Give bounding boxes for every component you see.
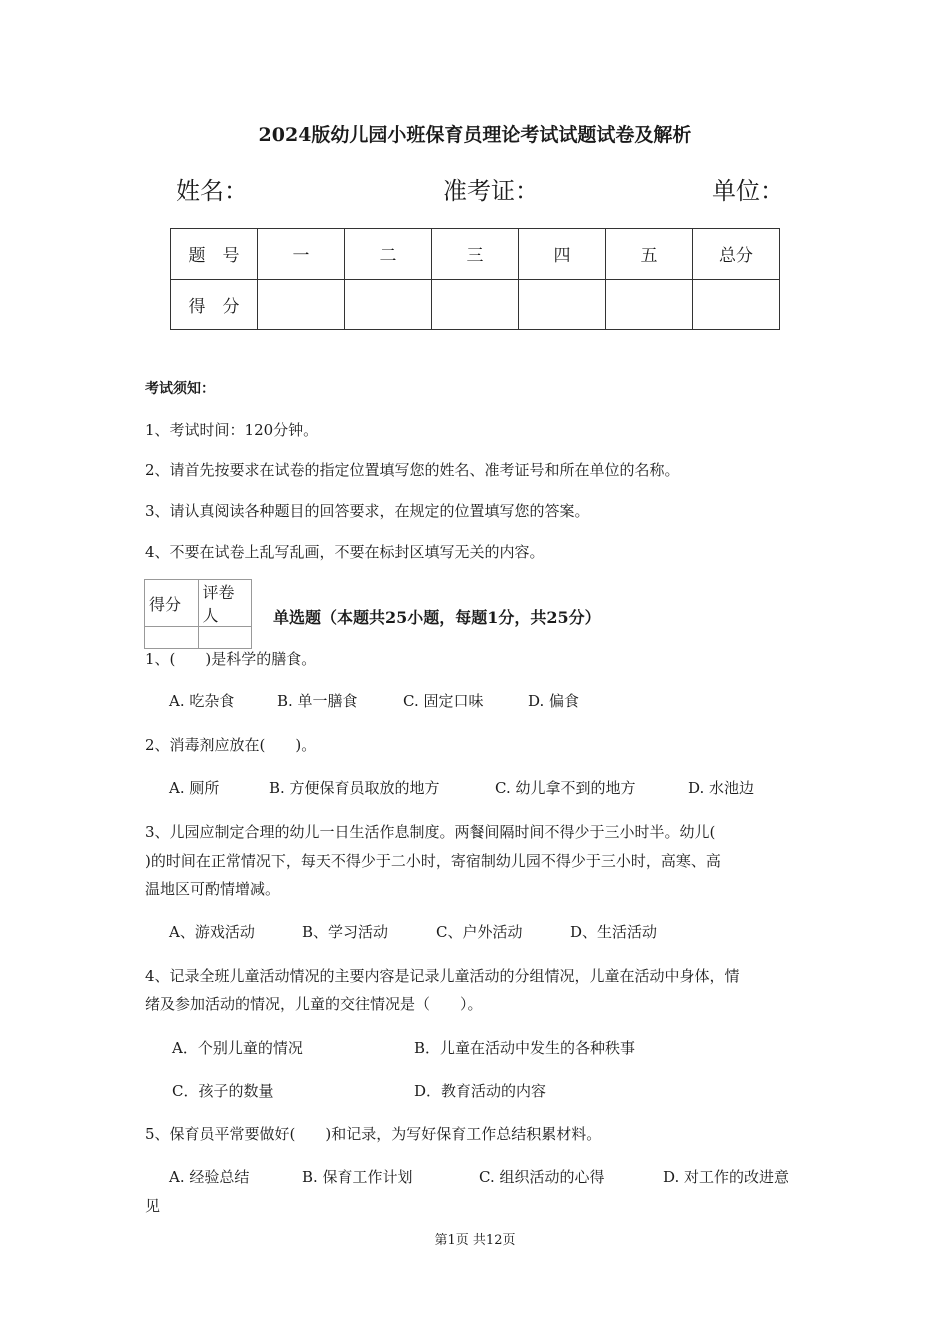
question-option: A. 吃杂食 [169, 692, 235, 710]
question-option: D. 对工作的改进意 [663, 1168, 790, 1186]
question-option: C. 固定口味 [403, 692, 484, 710]
header-cell: 总分 [693, 229, 780, 280]
score-table-score-row [171, 279, 780, 330]
notice-item: 2、请首先按要求在试卷的指定位置填写您的姓名、准考证号和所在单位的名称。 [145, 461, 680, 479]
question-stem: )的时间在正常情况下，每天不得少于二小时，寄宿制幼儿园不得少于三小时，高寒、高 [145, 852, 721, 870]
question-option: C. 幼儿拿不到的地方 [495, 779, 636, 797]
score-table-header-row [171, 229, 780, 280]
question-stem: 2、消毒剂应放在( )。 [145, 736, 317, 754]
score-cell [606, 279, 693, 330]
header-cell: 四 [519, 229, 606, 280]
question-stem: 温地区可酌情增减。 [145, 880, 281, 898]
header-cell: 题 号 [171, 229, 258, 280]
score-row-label: 得 分 [171, 279, 258, 330]
question-option: B、学习活动 [302, 923, 389, 941]
score-cell [519, 279, 606, 330]
header-cell: 三 [432, 229, 519, 280]
document-title: 2024版幼儿园小班保育员理论考试试题试卷及解析 [258, 124, 692, 146]
grader-box-grader-cell [198, 627, 252, 649]
question-option: D．教育活动的内容 [414, 1082, 547, 1100]
question-option: A. 厕所 [169, 779, 220, 797]
question-stem: 绪及参加活动的情况，儿童的交往情况是（ ）。 [145, 995, 483, 1013]
grader-box-score-cell [145, 627, 199, 649]
notice-item: 1、考试时间：120分钟。 [145, 421, 319, 439]
question-option: C．孩子的数量 [172, 1082, 274, 1100]
question-option: A、游戏活动 [169, 923, 255, 941]
question-option: C. 组织活动的心得 [479, 1168, 605, 1186]
question-option: D、生活活动 [570, 923, 658, 941]
score-cell [693, 279, 780, 330]
section-title: 单选题（本题共25小题，每题1分，共25分） [273, 608, 601, 627]
notice-item: 4、不要在试卷上乱写乱画，不要在标封区填写无关的内容。 [145, 543, 545, 561]
question-option: B. 方便保育员取放的地方 [269, 779, 440, 797]
question-option-wrap: 见 [145, 1197, 161, 1215]
score-cell [345, 279, 432, 330]
question-option: D. 偏食 [528, 692, 580, 710]
score-table [170, 228, 780, 330]
question-option: B. 单一膳食 [277, 692, 358, 710]
exam-id-field-label: 准考证： [443, 177, 539, 205]
grader-box [144, 579, 252, 649]
header-cell: 二 [345, 229, 432, 280]
question-option: D. 水池边 [688, 779, 755, 797]
notice-heading: 考试须知： [145, 381, 215, 397]
score-cell [432, 279, 519, 330]
notice-item: 3、请认真阅读各种题目的回答要求，在规定的位置填写您的答案。 [145, 502, 590, 520]
name-field-label: 姓名： [176, 177, 248, 205]
question-option: A. 经验总结 [169, 1168, 250, 1186]
question-option: B. 保育工作计划 [302, 1168, 413, 1186]
question-option: C、户外活动 [436, 923, 523, 941]
unit-field-label: 单位： [712, 177, 784, 205]
question-option: B．儿童在活动中发生的各种秩事 [414, 1039, 636, 1057]
grader-box-grader-label: 评卷人 [198, 580, 252, 627]
question-stem: 4、记录全班儿童活动情况的主要内容是记录儿童活动的分组情况，儿童在活动中身体，情 [145, 967, 740, 985]
question-stem: 1、( )是科学的膳食。 [145, 650, 317, 668]
question-option: A．个别儿童的情况 [172, 1039, 303, 1057]
header-cell: 五 [606, 229, 693, 280]
question-stem: 5、保育员平常要做好( )和记录，为写好保育工作总结积累材料。 [145, 1125, 602, 1143]
score-cell [258, 279, 345, 330]
header-cell: 一 [258, 229, 345, 280]
page-footer: 第1页 共12页 [434, 1233, 516, 1248]
question-stem: 3、儿园应制定合理的幼儿一日生活作息制度。两餐间隔时间不得少于三小时半。幼儿( [145, 823, 716, 841]
grader-box-score-label: 得分 [145, 580, 199, 627]
